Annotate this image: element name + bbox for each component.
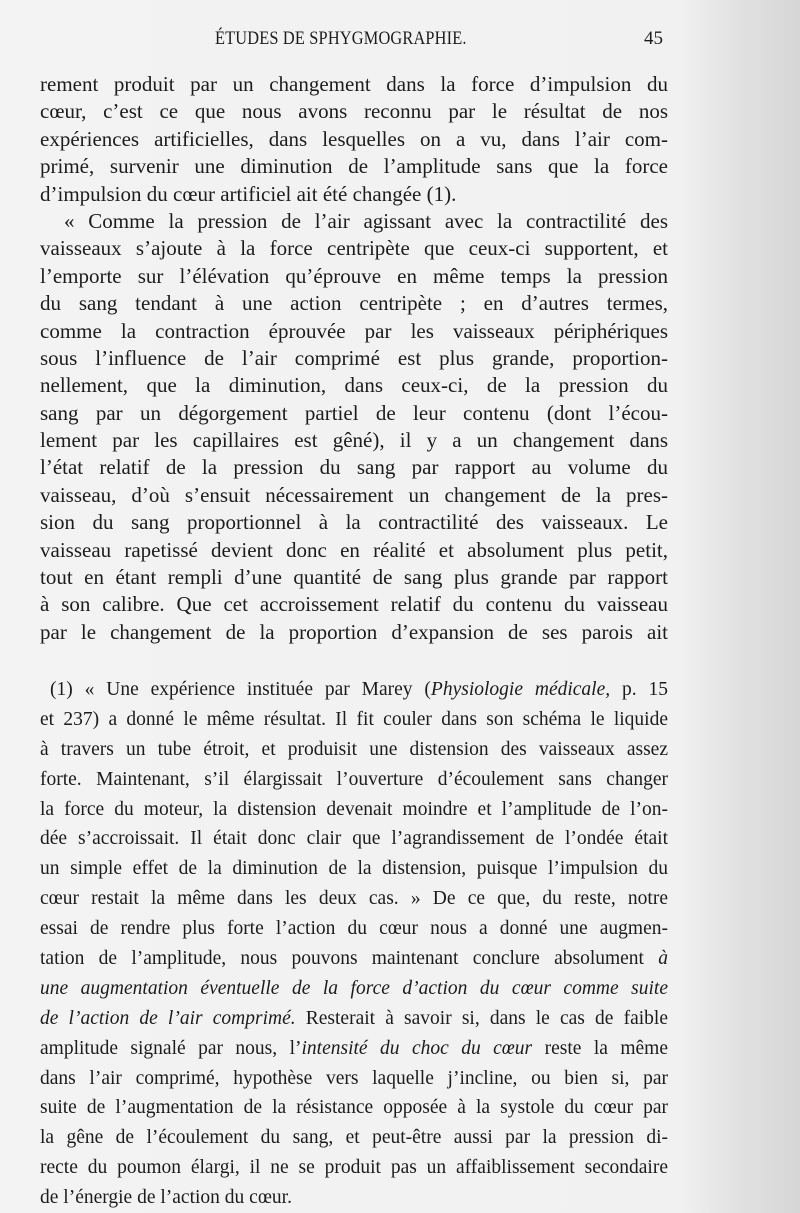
text-run: de l’énergie de l’action du cœur. xyxy=(40,1187,292,1209)
text-run: lement par les capillaires est gêné), il y a un changement dans xyxy=(40,428,668,453)
footnote-line xyxy=(40,705,668,735)
text-run: d’impulsion du cœur artificiel ait été changée (1). xyxy=(40,181,457,206)
text-run: (1) « Une expérience instituée par Marey ( xyxy=(50,679,431,700)
text-run: vaisseau rapetissé devient donc en réalité et absolument plus petit, xyxy=(40,537,668,562)
body-line xyxy=(40,427,668,454)
text-run: p. 15 xyxy=(610,679,669,700)
footnote-line xyxy=(40,854,668,884)
footnote-line xyxy=(40,914,668,944)
text-run: la force du moteur, la distension devenait moindre et l’amplitude de l’on- xyxy=(40,798,668,820)
body-text xyxy=(40,71,668,646)
text-run: cœur restait la même dans les deux cas. » De ce que, du reste, notre xyxy=(40,888,668,910)
text-run: dée s’accroissait. Il était donc clair que l’agrandissement de l’ondée était xyxy=(40,828,668,850)
text-run: recte du poumon élargi, il ne se produit pas un affaiblissement secondaire xyxy=(40,1157,668,1179)
body-line xyxy=(40,181,668,208)
text-run: du sang tendant à une action centripète ; en d’autres termes, xyxy=(40,291,668,316)
body-line xyxy=(40,290,668,317)
footnote-line xyxy=(40,1183,668,1213)
footnote-line xyxy=(40,765,668,795)
text-run: tout en étant rempli d’une quantité de sang plus grande par rapport xyxy=(40,565,668,590)
text-run: tation de l’amplitude, nous pouvons maintenant conclure absolument xyxy=(40,948,659,970)
footnote-line xyxy=(40,1123,668,1153)
text-run: Resterait à savoir si, dans le cas de faible xyxy=(295,1007,668,1029)
footnote-line xyxy=(40,974,668,1004)
footnote-line xyxy=(40,1064,668,1094)
page-number: 45 xyxy=(644,28,663,49)
body-line xyxy=(40,263,668,290)
text-run: sang par un dégorgement partiel de leur contenu (dont l’écou- xyxy=(40,400,668,425)
body-line xyxy=(40,71,668,98)
text-run: cœur, c’est ce que nous avons reconnu par le résultat de nos xyxy=(40,99,668,124)
text-run: rement produit par un changement dans la force d’impulsion du xyxy=(40,72,668,96)
text-run: suite de l’augmentation de la résistance opposée à la systole du cœur par xyxy=(40,1097,668,1119)
text-run: amplitude signalé par nous, l’ xyxy=(40,1037,302,1059)
text-run: essai de rendre plus forte l’action du cœur nous a donné une augmen- xyxy=(40,918,668,940)
text-run: par le changement de la proportion d’expansion de ses parois ait xyxy=(40,619,668,644)
body-line xyxy=(40,345,668,372)
body-line xyxy=(40,619,668,646)
text-run: comme la contraction éprouvée par les vaisseaux périphériques xyxy=(40,318,668,343)
text-run: vaisseau, d’où s’ensuit nécessairement un changement de la pres- xyxy=(40,482,668,507)
text-run: forte. Maintenant, s’il élargissait l’ouverture d’écoulement sans changer xyxy=(40,768,668,790)
footnote xyxy=(40,675,668,1213)
text-run: à travers un tube étroit, et produisit une distension des vaisseaux assez xyxy=(40,738,668,760)
footnote-line xyxy=(40,884,668,914)
body-line xyxy=(40,591,668,618)
italic-text: intensité du choc du cœur xyxy=(301,1037,533,1059)
italic-text: de l’action de l’air comprimé. xyxy=(40,1007,296,1029)
body-line xyxy=(40,537,668,564)
text-run: un simple effet de la diminution de la distension, puisque l’impulsion du xyxy=(40,858,668,880)
text-run: reste la même xyxy=(532,1037,668,1059)
body-line xyxy=(40,318,668,345)
text-run: expériences artificielles, dans lesquelles on a vu, dans l’air com- xyxy=(40,126,668,151)
footnote-line xyxy=(40,1034,668,1064)
italic-text: une augmentation éventuelle de la force d’action du cœur comme suite xyxy=(40,977,668,999)
text-run: sous l’influence de l’air comprimé est plus grande, proportion- xyxy=(40,345,668,370)
footnote-line xyxy=(40,824,668,854)
body-line xyxy=(40,126,668,153)
italic-text: à xyxy=(658,948,668,970)
text-run: « Comme la pression de l’air agissant avec la contractilité des xyxy=(64,208,668,233)
text-run: nellement, que la diminution, dans ceux-ci, de la pression du xyxy=(40,373,668,398)
footnote-line xyxy=(40,1004,668,1034)
body-line xyxy=(40,482,668,509)
text-run: la gêne de l’écoulement du sang, et peut-être aussi par la pression di- xyxy=(40,1127,668,1149)
footnote-line xyxy=(40,795,668,825)
text-run: sion du sang proportionnel à la contractilité des vaisseaux. Le xyxy=(40,510,668,535)
body-line xyxy=(40,372,668,399)
running-title: ÉTUDES DE SPHYGMOGRAPHIE. xyxy=(215,28,467,49)
italic-text: Physiologie médicale, xyxy=(430,679,611,700)
text-run: dans l’air comprimé, hypothèse vers laquelle j’incline, ou bien si, par xyxy=(40,1067,668,1089)
body-line xyxy=(40,400,668,427)
footnote-line xyxy=(40,735,668,765)
body-line xyxy=(40,98,668,125)
text-run: l’état relatif de la pression du sang par rapport au volume du xyxy=(40,455,668,480)
body-line xyxy=(40,564,668,591)
footnote-line xyxy=(40,1153,668,1183)
footnote-line xyxy=(40,675,668,705)
body-line xyxy=(40,454,668,481)
body-line xyxy=(40,235,668,262)
body-line xyxy=(40,208,668,235)
running-header xyxy=(0,28,800,58)
body-line xyxy=(40,153,668,180)
footnote-line xyxy=(40,944,668,974)
text-run: à son calibre. Que cet accroissement relatif du contenu du vaisseau xyxy=(40,592,668,617)
body-line xyxy=(40,509,668,536)
text-run: l’emporte sur l’élévation qu’éprouve en même temps la pression xyxy=(40,263,668,288)
text-run: et 237) a donné le même résultat. Il fit couler dans son schéma le liquide xyxy=(40,708,668,730)
footnote-line xyxy=(40,1093,668,1123)
text-run: vaisseaux s’ajoute à la force centripète que ceux-ci supportent, et xyxy=(40,236,668,261)
text-run: primé, survenir une diminution de l’amplitude sans que la force xyxy=(40,154,668,179)
